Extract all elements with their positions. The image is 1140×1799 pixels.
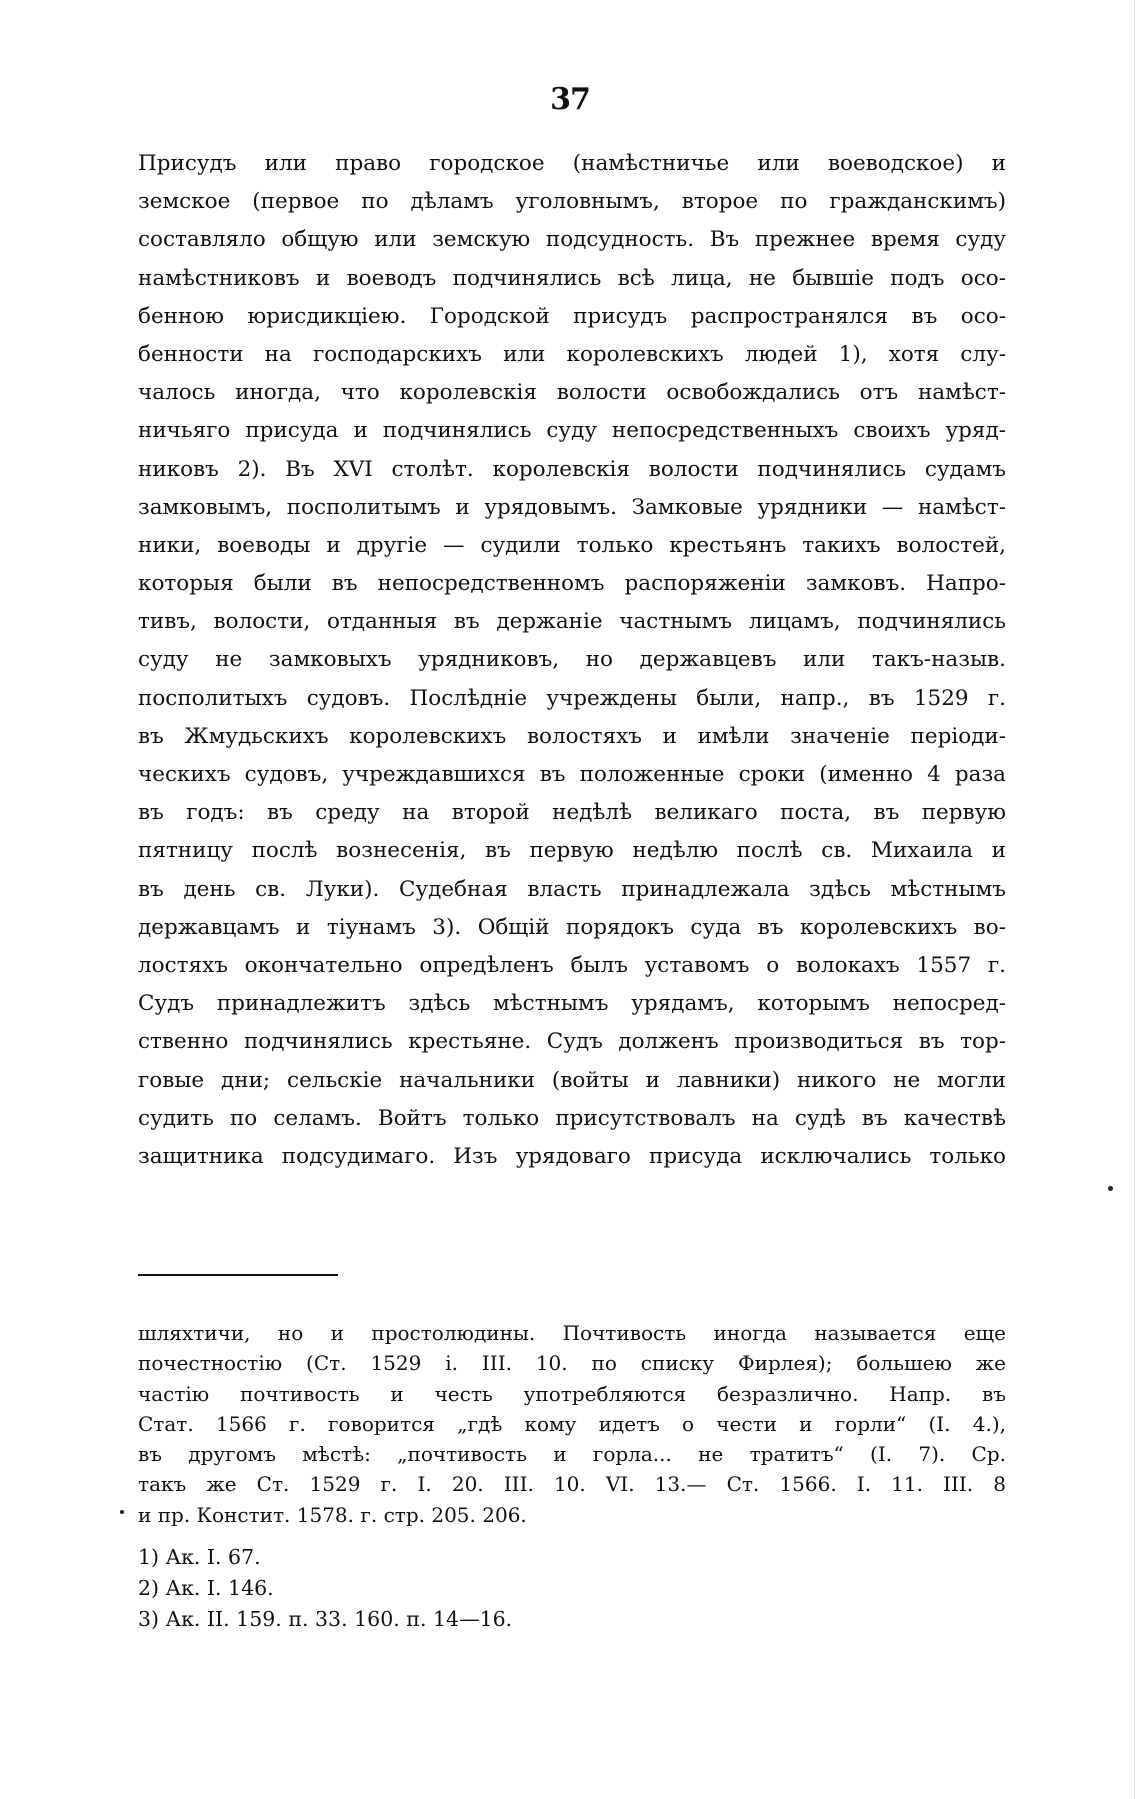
text-line: державцамъ и тіунамъ 3). Общій порядокъ суда въ королевскихъ во-: [138, 914, 1006, 940]
text-line: никовъ 2). Въ XVI столѣт. королевскія волости подчинялись судамъ: [138, 456, 1006, 482]
text-line: въ Жмудьскихъ королевскихъ волостяхъ и имѣли значеніе періоди-: [138, 723, 1006, 749]
footnote-2: 2) Ак. I. 146.: [138, 1576, 274, 1600]
text-line: бенною юрисдикціею. Городской присудъ распространялся въ осо-: [138, 303, 1006, 329]
text-line: въ годъ: въ среду на второй недѣлѣ великаго поста, въ первую: [138, 800, 1006, 826]
scan-speck: [120, 1510, 124, 1514]
footnote-line: частію почтивость и честь употребляются безразлично. Напр. въ: [138, 1381, 1006, 1406]
text-line: судить по селамъ. Войтъ только присутствовалъ на судѣ въ качествѣ: [138, 1105, 1006, 1131]
text-line: ники, воеводы и другіе — судили только крестьянъ такихъ волостей,: [138, 532, 1006, 558]
footnote-1: 1) Ак. I. 67.: [138, 1545, 261, 1569]
page-number: 37: [550, 82, 590, 117]
text-line: посполитыхъ судовъ. Послѣдніе учреждены были, напр., въ 1529 г.: [138, 685, 1006, 711]
text-line: бенности на господарскихъ или королевскихъ людей 1), хотя слу-: [138, 341, 1006, 367]
text-line: которыя были въ непосредственномъ распоряженіи замковъ. Напро-: [138, 571, 1006, 597]
text-line: суду не замковыхъ урядниковъ, но державцевъ или такъ-назыв.: [138, 647, 1006, 673]
text-line: защитника подсудимаго. Изъ урядоваго присуда исключались только: [138, 1143, 1006, 1169]
footnote-line: такъ же Ст. 1529 г. I. 20. III. 10. VI. 13.— Ст. 1566. I. 11. III. 8: [138, 1472, 1006, 1497]
footnote-line: почестностію (Ст. 1529 і. III. 10. по списку Фирлея); большею же: [138, 1351, 1006, 1376]
text-line: тивъ, волости, отданныя въ держаніе частнымъ лицамъ, подчинялись: [138, 609, 1006, 635]
text-line: ничьяго присуда и подчинялись суду непосредственныхъ своихъ уряд-: [138, 418, 1006, 444]
text-line: замковымъ, посполитымъ и урядовымъ. Замковые урядники — намѣст-: [138, 494, 1006, 520]
text-line: пятницу послѣ вознесенія, въ первую недѣлю послѣ св. Михаила и: [138, 838, 1006, 864]
text-line: Присудъ или право городское (намѣстничье или воеводское) и: [138, 151, 1006, 176]
main-text: [138, 145, 1006, 1176]
footnotes: [138, 1542, 738, 1635]
footnote-separator: [138, 1274, 338, 1276]
footnote-line: шляхтичи, но и простолюдины. Почтивость иногда называется еще: [138, 1321, 1006, 1345]
text-line: ческихъ судовъ, учреждавшихся въ положенные сроки (именно 4 раза: [138, 762, 1006, 787]
text-line: въ день св. Луки). Судебная власть принадлежала здѣсь мѣстнымъ: [138, 876, 1006, 902]
text-line: лостяхъ окончательно опредѣленъ былъ уставомъ о волокахъ 1557 г.: [138, 952, 1006, 978]
text-line: намѣстниковъ и воеводъ подчинялись всѣ лица, не бывшіе подъ осо-: [138, 265, 1006, 291]
footnote-line: въ другомъ мѣстѣ: „почтивость и горла... не тратитъ“ (I. 7). Ср.: [138, 1442, 1006, 1467]
footnote-continuation: [138, 1318, 1006, 1530]
scan-edge: [1134, 0, 1135, 1799]
footnote-line: Стат. 1566 г. говорится „гдѣ кому идетъ о чести и горли“ (I. 4.),: [138, 1411, 1006, 1436]
text-line: земское (первое по дѣламъ уголовнымъ, второе по гражданскимъ): [138, 189, 1006, 215]
text-line: Судъ принадлежитъ здѣсь мѣстнымъ урядамъ, которымъ непосред-: [138, 991, 1006, 1017]
text-line: чалось иногда, что королевскія волости освобождались отъ намѣст-: [138, 380, 1006, 406]
scan-speck: [1108, 1186, 1113, 1191]
footnote-3: 3) Ак. II. 159. п. 33. 160. п. 14—16.: [138, 1607, 513, 1631]
text-line: говые дни; сельскіе начальники (войты и лавники) никого не могли: [138, 1067, 1006, 1093]
text-line: составляло общую или земскую подсудность. Въ прежнее время суду: [138, 227, 1006, 253]
text-line: ственно подчинялись крестьяне. Судъ долженъ производиться въ тор-: [138, 1029, 1006, 1055]
footnote-line: и пр. Констит. 1578. г. стр. 205. 206.: [138, 1502, 527, 1527]
